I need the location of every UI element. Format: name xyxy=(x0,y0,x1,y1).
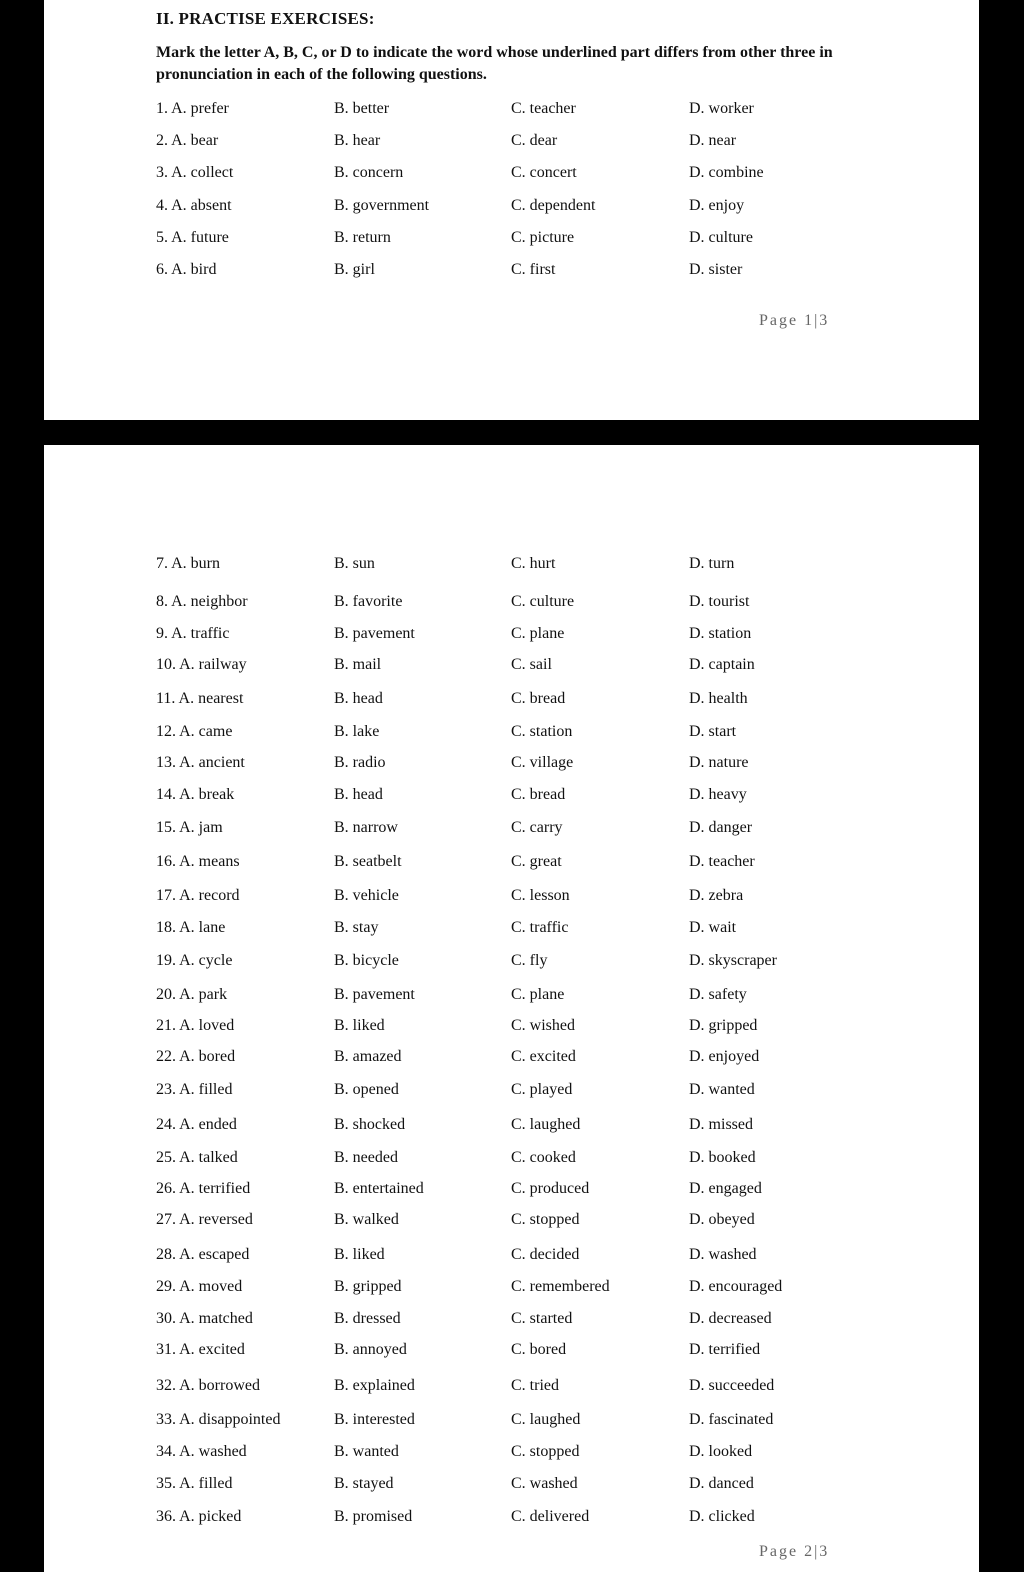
page-number: Page 2|3 xyxy=(759,1543,830,1560)
option-c: C. bread xyxy=(511,690,566,707)
option-b: B. gripped xyxy=(334,1278,402,1295)
option-d: D. captain xyxy=(689,656,755,673)
question-number: 26. xyxy=(156,1180,176,1197)
option-b: B. concern xyxy=(334,164,404,181)
option-c: C. laughed xyxy=(511,1411,581,1428)
question-row xyxy=(44,723,979,747)
question-number: 7. xyxy=(156,555,168,572)
option-b: B. promised xyxy=(334,1508,413,1525)
question-row xyxy=(44,1278,979,1302)
option-b: B. sun xyxy=(334,555,375,572)
option-d: D. culture xyxy=(689,229,753,246)
option-b: B. head xyxy=(334,786,383,803)
option-c: C. teacher xyxy=(511,100,576,117)
option-d: D. encouraged xyxy=(689,1278,783,1295)
option-b: B. liked xyxy=(334,1246,385,1263)
option-b: B. seatbelt xyxy=(334,853,402,870)
option-a: A. disappointed xyxy=(179,1411,281,1428)
question-number: 35. xyxy=(156,1475,176,1492)
option-d: D. engaged xyxy=(689,1180,762,1197)
question-row xyxy=(44,1017,979,1041)
option-c: C. plane xyxy=(511,986,565,1003)
option-d: D. sister xyxy=(689,261,743,278)
option-d: D. decreased xyxy=(689,1310,772,1327)
option-b: B. opened xyxy=(334,1081,399,1098)
option-d: D. danger xyxy=(689,819,753,836)
question-number: 25. xyxy=(156,1149,176,1166)
option-a: A. washed xyxy=(179,1443,247,1460)
option-c: C. bread xyxy=(511,786,566,803)
option-c: C. station xyxy=(511,723,573,740)
option-c: C. hurt xyxy=(511,555,556,572)
question-number: 30. xyxy=(156,1310,176,1327)
option-d: D. enjoyed xyxy=(689,1048,760,1065)
question-number: 11. xyxy=(156,690,176,707)
option-b: B. interested xyxy=(334,1411,415,1428)
option-d: D. wanted xyxy=(689,1081,755,1098)
option-b: B. mail xyxy=(334,656,382,673)
option-c: C. picture xyxy=(511,229,575,246)
option-c: C. tried xyxy=(511,1377,559,1394)
question-number: 29. xyxy=(156,1278,176,1295)
option-d: D. station xyxy=(689,625,752,642)
option-d: D. wait xyxy=(689,919,737,936)
question-number: 20. xyxy=(156,986,176,1003)
question-number: 28. xyxy=(156,1246,176,1263)
question-row xyxy=(44,197,979,221)
option-a: A. bored xyxy=(179,1048,236,1065)
option-b: B. shocked xyxy=(334,1116,406,1133)
option-a: A. excited xyxy=(179,1341,245,1358)
option-a: A. prefer xyxy=(171,100,229,117)
question-row xyxy=(44,887,979,911)
option-d: D. fascinated xyxy=(689,1411,774,1428)
option-c: C. played xyxy=(511,1081,573,1098)
question-number: 23. xyxy=(156,1081,176,1098)
option-a: A. neighbor xyxy=(171,593,248,610)
option-c: C. traffic xyxy=(511,919,569,936)
option-b: B. narrow xyxy=(334,819,398,836)
question-number: 5. xyxy=(156,229,168,246)
question-row xyxy=(44,952,979,976)
question-row xyxy=(44,261,979,285)
option-c: C. first xyxy=(511,261,556,278)
question-row xyxy=(44,1116,979,1140)
option-a: A. cycle xyxy=(179,952,233,969)
option-d: D. safety xyxy=(689,986,747,1003)
option-d: D. terrified xyxy=(689,1341,761,1358)
option-d: D. combine xyxy=(689,164,764,181)
option-a: A. filled xyxy=(179,1081,233,1098)
question-row xyxy=(44,786,979,810)
option-c: C. dear xyxy=(511,132,558,149)
option-c: C. fly xyxy=(511,952,548,969)
option-d: D. succeeded xyxy=(689,1377,775,1394)
question-row xyxy=(44,1411,979,1435)
option-a: A. ancient xyxy=(179,754,245,771)
option-b: B. pavement xyxy=(334,625,415,642)
option-c: C. concert xyxy=(511,164,577,181)
question-row xyxy=(44,1443,979,1467)
option-b: B. lake xyxy=(334,723,380,740)
option-c: C. stopped xyxy=(511,1443,580,1460)
question-row xyxy=(44,754,979,778)
option-d: D. gripped xyxy=(689,1017,758,1034)
option-c: C. sail xyxy=(511,656,552,673)
option-a: A. came xyxy=(179,723,233,740)
option-a: A. jam xyxy=(179,819,223,836)
option-c: C. bored xyxy=(511,1341,567,1358)
question-number: 12. xyxy=(156,723,176,740)
question-row xyxy=(44,229,979,253)
question-row xyxy=(44,690,979,714)
question-row xyxy=(44,1310,979,1334)
question-row xyxy=(44,853,979,877)
question-number: 31. xyxy=(156,1341,176,1358)
question-number: 13. xyxy=(156,754,176,771)
option-b: B. girl xyxy=(334,261,375,278)
option-c: C. wished xyxy=(511,1017,575,1034)
question-number: 16. xyxy=(156,853,176,870)
option-a: A. loved xyxy=(179,1017,235,1034)
option-b: B. stay xyxy=(334,919,379,936)
option-b: B. walked xyxy=(334,1211,399,1228)
option-a: A. burn xyxy=(171,555,221,572)
option-a: A. matched xyxy=(179,1310,253,1327)
option-a: A. collect xyxy=(171,164,234,181)
question-row xyxy=(44,100,979,124)
question-number: 32. xyxy=(156,1377,176,1394)
question-number: 33. xyxy=(156,1411,176,1428)
option-c: C. plane xyxy=(511,625,565,642)
option-c: C. cooked xyxy=(511,1149,576,1166)
question-number: 2. xyxy=(156,132,168,149)
option-d: D. skyscraper xyxy=(689,952,777,969)
option-d: D. health xyxy=(689,690,748,707)
option-b: B. pavement xyxy=(334,986,415,1003)
document-page-1 xyxy=(44,0,979,420)
option-a: A. moved xyxy=(179,1278,243,1295)
question-row xyxy=(44,1475,979,1499)
option-a: A. means xyxy=(179,853,240,870)
option-d: D. clicked xyxy=(689,1508,755,1525)
question-row xyxy=(44,1508,979,1532)
option-c: C. washed xyxy=(511,1475,578,1492)
option-b: B. vehicle xyxy=(334,887,399,904)
question-row xyxy=(44,986,979,1010)
option-d: D. booked xyxy=(689,1149,756,1166)
question-number: 18. xyxy=(156,919,176,936)
option-c: C. stopped xyxy=(511,1211,580,1228)
option-b: B. favorite xyxy=(334,593,403,610)
question-number: 24. xyxy=(156,1116,176,1133)
option-a: A. nearest xyxy=(178,690,244,707)
question-number: 8. xyxy=(156,593,168,610)
option-d: D. zebra xyxy=(689,887,744,904)
option-c: C. village xyxy=(511,754,574,771)
option-c: C. remembered xyxy=(511,1278,610,1295)
question-row xyxy=(44,1211,979,1235)
question-number: 22. xyxy=(156,1048,176,1065)
option-a: A. future xyxy=(171,229,229,246)
option-c: C. lesson xyxy=(511,887,570,904)
option-b: B. liked xyxy=(334,1017,385,1034)
option-a: A. escaped xyxy=(179,1246,250,1263)
question-number: 34. xyxy=(156,1443,176,1460)
question-row xyxy=(44,625,979,649)
option-d: D. tourist xyxy=(689,593,750,610)
option-d: D. danced xyxy=(689,1475,754,1492)
option-b: B. annoyed xyxy=(334,1341,407,1358)
option-a: A. borrowed xyxy=(179,1377,260,1394)
option-a: A. reversed xyxy=(179,1211,253,1228)
option-b: B. explained xyxy=(334,1377,415,1394)
option-a: A. talked xyxy=(179,1149,238,1166)
document-page-2 xyxy=(44,445,979,1572)
option-d: D. looked xyxy=(689,1443,753,1460)
option-a: A. record xyxy=(179,887,240,904)
option-c: C. great xyxy=(511,853,562,870)
option-b: B. radio xyxy=(334,754,386,771)
option-a: A. railway xyxy=(179,656,247,673)
question-number: 1. xyxy=(156,100,168,117)
option-c: C. dependent xyxy=(511,197,596,214)
option-a: A. bear xyxy=(171,132,219,149)
option-a: A. terrified xyxy=(179,1180,251,1197)
option-a: A. ended xyxy=(179,1116,237,1133)
option-a: A. break xyxy=(179,786,235,803)
option-d: D. obeyed xyxy=(689,1211,755,1228)
option-c: C. laughed xyxy=(511,1116,581,1133)
option-d: D. near xyxy=(689,132,737,149)
option-d: D. teacher xyxy=(689,853,755,870)
question-row xyxy=(44,1377,979,1401)
instruction-text: Mark the letter A, B, C, or D to indicate the word whose underlined part differs from other three in pronunciation in each of the following questions. xyxy=(156,44,833,83)
option-c: C. carry xyxy=(511,819,563,836)
option-b: B. dressed xyxy=(334,1310,401,1327)
option-c: C. excited xyxy=(511,1048,576,1065)
question-number: 3. xyxy=(156,164,168,181)
option-a: A. park xyxy=(179,986,228,1003)
question-row xyxy=(44,555,979,579)
question-row xyxy=(44,164,979,188)
question-number: 14. xyxy=(156,786,176,803)
question-number: 15. xyxy=(156,819,176,836)
question-row xyxy=(44,1246,979,1270)
question-number: 4. xyxy=(156,197,168,214)
page-number: Page 1|3 xyxy=(759,312,830,329)
option-a: A. filled xyxy=(179,1475,233,1492)
option-a: A. lane xyxy=(179,919,226,936)
option-b: B. entertained xyxy=(334,1180,424,1197)
option-d: D. nature xyxy=(689,754,749,771)
question-number: 10. xyxy=(156,656,176,673)
question-row xyxy=(44,919,979,943)
option-d: D. enjoy xyxy=(689,197,745,214)
option-b: B. hear xyxy=(334,132,381,149)
option-b: B. bicycle xyxy=(334,952,399,969)
option-b: B. stayed xyxy=(334,1475,394,1492)
option-d: D. washed xyxy=(689,1246,757,1263)
option-a: A. picked xyxy=(179,1508,242,1525)
option-a: A. absent xyxy=(171,197,232,214)
question-row xyxy=(44,819,979,843)
option-b: B. better xyxy=(334,100,390,117)
option-c: C. started xyxy=(511,1310,573,1327)
option-d: D. turn xyxy=(689,555,735,572)
option-b: B. amazed xyxy=(334,1048,402,1065)
option-b: B. head xyxy=(334,690,383,707)
section-title: II. PRACTISE EXERCISES: xyxy=(156,9,375,28)
question-row xyxy=(44,132,979,156)
option-b: B. government xyxy=(334,197,430,214)
question-number: 17. xyxy=(156,887,176,904)
question-row xyxy=(44,1341,979,1365)
question-number: 36. xyxy=(156,1508,176,1525)
question-row xyxy=(44,656,979,680)
option-c: C. decided xyxy=(511,1246,580,1263)
question-row xyxy=(44,1180,979,1204)
question-number: 27. xyxy=(156,1211,176,1228)
question-number: 6. xyxy=(156,261,168,278)
option-c: C. delivered xyxy=(511,1508,590,1525)
option-d: D. missed xyxy=(689,1116,753,1133)
question-row xyxy=(44,593,979,617)
option-b: B. wanted xyxy=(334,1443,399,1460)
question-row xyxy=(44,1081,979,1105)
question-number: 21. xyxy=(156,1017,176,1034)
option-a: A. traffic xyxy=(171,625,230,642)
option-d: D. worker xyxy=(689,100,754,117)
option-a: A. bird xyxy=(171,261,217,278)
question-number: 9. xyxy=(156,625,168,642)
option-d: D. start xyxy=(689,723,737,740)
question-row xyxy=(44,1048,979,1072)
option-c: C. culture xyxy=(511,593,575,610)
option-c: C. produced xyxy=(511,1180,590,1197)
question-number: 19. xyxy=(156,952,176,969)
question-row xyxy=(44,1149,979,1173)
option-d: D. heavy xyxy=(689,786,747,803)
option-b: B. needed xyxy=(334,1149,398,1166)
option-b: B. return xyxy=(334,229,391,246)
